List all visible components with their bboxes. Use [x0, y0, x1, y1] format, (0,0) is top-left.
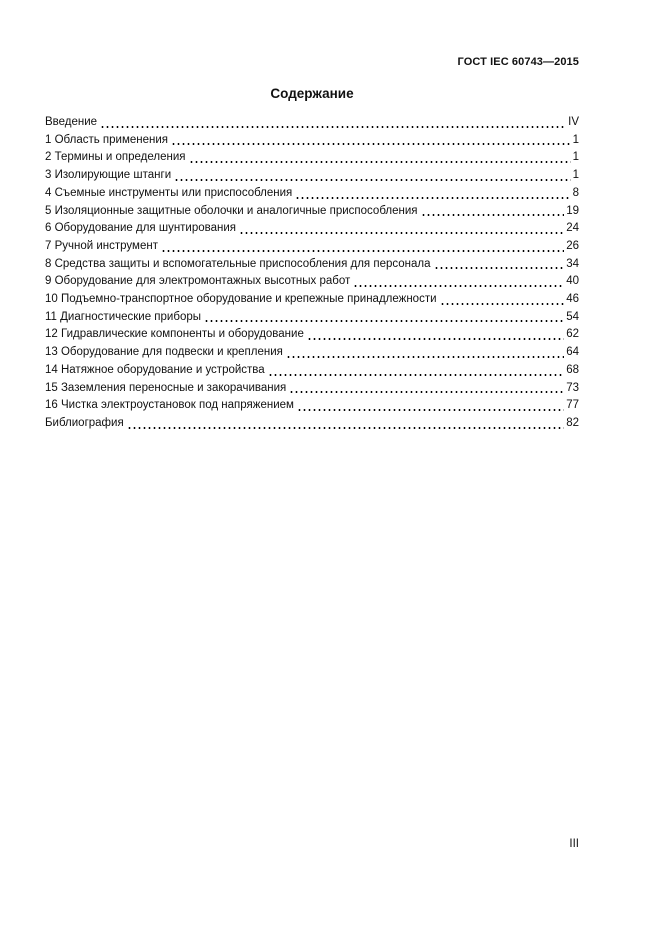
- toc-entry-label: 11 Диагностические приборы: [45, 310, 201, 323]
- toc-entry-label: 2 Термины и определения: [45, 151, 186, 164]
- toc-entry-label: Введение: [45, 116, 98, 128]
- toc-entry: [45, 397, 579, 415]
- toc-leader-dots: [434, 267, 565, 269]
- toc-title: Содержание: [270, 86, 354, 101]
- toc-leader-dots: [295, 197, 570, 199]
- toc-entry-page: 26: [566, 239, 579, 252]
- toc-entry: [45, 220, 579, 238]
- toc-leader-dots: [440, 303, 565, 305]
- toc-entry-page: 40: [566, 275, 579, 288]
- toc-leader-dots: [127, 427, 565, 429]
- toc-leader-dots: [297, 409, 564, 411]
- toc-entry: [45, 132, 579, 150]
- toc-entry: [45, 344, 579, 362]
- toc-entry-page: 77: [566, 399, 579, 412]
- toc-entry-page: 73: [566, 381, 579, 394]
- document-code-header: ГОСТ IEC 60743—2015: [457, 56, 579, 68]
- toc-leader-dots: [286, 356, 564, 358]
- toc-leader-dots: [289, 391, 564, 393]
- toc-leader-dots: [307, 338, 564, 340]
- toc-entry-page: 64: [566, 346, 579, 359]
- toc-entry-label: 9 Оборудование для электромонтажных высотных работ: [45, 275, 351, 288]
- toc-leader-dots: [421, 214, 565, 216]
- toc-entry-page: 82: [566, 416, 579, 429]
- toc-entry-label: 14 Натяжное оборудование и устройства: [45, 363, 265, 376]
- toc-entry-page: 1: [572, 169, 579, 182]
- toc-entry-label: 12 Гидравлические компоненты и оборудование: [45, 328, 304, 341]
- toc-list: [45, 114, 579, 433]
- toc-entry: [45, 326, 579, 344]
- toc-entry-page: 1: [572, 133, 579, 146]
- toc-entry: [45, 167, 579, 185]
- toc-leader-dots: [100, 126, 566, 128]
- toc-entry-page: 46: [566, 293, 579, 306]
- toc-entry-label: 13 Оборудование для подвески и крепления: [45, 346, 283, 359]
- toc-leader-dots: [204, 320, 564, 322]
- toc-entry-label: 10 Подъемно-транспортное оборудование и крепежные принадлежности: [45, 293, 437, 306]
- toc-entry: [45, 114, 579, 132]
- toc-entry: [45, 291, 579, 309]
- toc-entry-page: 54: [566, 310, 579, 323]
- toc-entry-page: 34: [566, 257, 579, 270]
- toc-entry: [45, 380, 579, 398]
- toc-leader-dots: [174, 179, 570, 181]
- toc-entry-page: 68: [566, 363, 579, 376]
- toc-leader-dots: [353, 285, 564, 287]
- toc-entry-label: 3 Изолирующие штанги: [45, 169, 172, 182]
- toc-leader-dots: [268, 374, 565, 376]
- toc-entry: [45, 185, 579, 203]
- toc-entry-page: IV: [568, 116, 579, 128]
- toc-entry: [45, 415, 579, 433]
- toc-entry-page: 24: [566, 222, 579, 235]
- toc-entry-label: 15 Заземления переносные и закорачивания: [45, 381, 287, 394]
- toc-entry: [45, 203, 579, 221]
- toc-entry-page: 19: [566, 204, 579, 217]
- page-number: III: [569, 838, 579, 850]
- toc-entry: [45, 238, 579, 256]
- toc-entry: [45, 149, 579, 167]
- toc-leader-dots: [189, 161, 571, 163]
- toc-entry-label: 7 Ручной инструмент: [45, 239, 158, 252]
- toc-entry-label: 6 Оборудование для шунтирования: [45, 222, 237, 235]
- toc-entry-label: 1 Область применения: [45, 133, 169, 146]
- toc-entry-label: Библиография: [45, 416, 124, 429]
- toc-leader-dots: [171, 143, 571, 145]
- toc-entry-page: 1: [572, 151, 579, 164]
- toc-entry: [45, 273, 579, 291]
- toc-entry-label: 8 Средства защиты и вспомогательные приспособления для персонала: [45, 257, 431, 270]
- page-content: [45, 55, 579, 433]
- toc-entry-page: 8: [572, 186, 579, 199]
- toc-entry: [45, 256, 579, 274]
- toc-entry-label: 4 Съемные инструменты или приспособления: [45, 186, 293, 199]
- toc-entry-label: 16 Чистка электроустановок под напряжением: [45, 399, 294, 412]
- toc-leader-dots: [239, 232, 564, 234]
- toc-entry-page: 62: [566, 328, 579, 341]
- toc-entry-label: 5 Изоляционные защитные оболочки и аналогичные приспособления: [45, 204, 418, 217]
- toc-entry: [45, 309, 579, 327]
- toc-leader-dots: [161, 250, 564, 252]
- toc-entry: [45, 362, 579, 380]
